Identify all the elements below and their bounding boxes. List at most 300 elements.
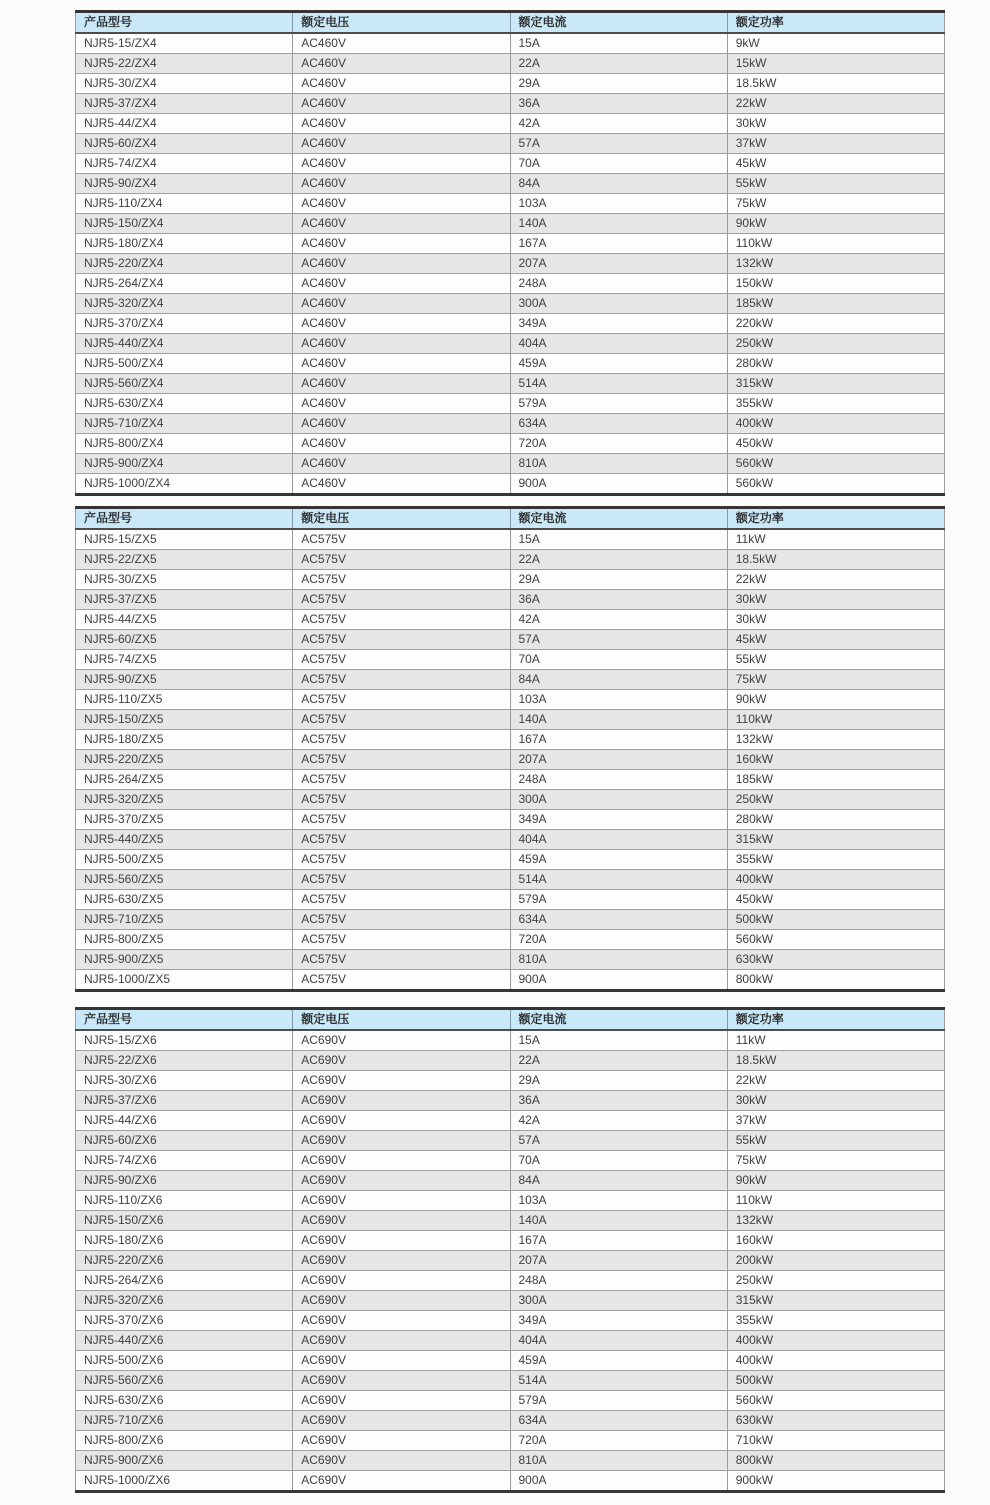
model-cell: NJR5-74/ZX4 [76,154,293,174]
table-row [76,1411,945,1431]
rated-power-cell: 200kW [727,1251,944,1271]
rated-current-cell: 514A [510,374,727,394]
model-cell: NJR5-44/ZX4 [76,114,293,134]
rated-current-cell: 84A [510,1171,727,1191]
rated-current-cell: 579A [510,890,727,910]
model-cell: NJR5-74/ZX5 [76,650,293,670]
table-row [76,1311,945,1331]
rated-current-cell: 70A [510,154,727,174]
rated-current-cell: 22A [510,54,727,74]
rated-current-cell: 248A [510,1271,727,1291]
rated-power-cell: 55kW [727,1131,944,1151]
rated-power-cell: 30kW [727,610,944,630]
rated-voltage-cell: AC460V [293,234,510,254]
rated-power-cell: 11kW [727,1030,944,1051]
rated-voltage-cell: AC460V [293,154,510,174]
rated-current-cell: 57A [510,1131,727,1151]
model-cell: NJR5-320/ZX5 [76,790,293,810]
rated-current-cell: 514A [510,870,727,890]
model-cell: NJR5-370/ZX5 [76,810,293,830]
spec-table-zx6 [75,1007,945,1493]
rated-power-cell: 132kW [727,730,944,750]
rated-voltage-cell: AC690V [293,1471,510,1492]
model-cell: NJR5-60/ZX6 [76,1131,293,1151]
rated-current-cell: 720A [510,434,727,454]
table-row [76,1291,945,1311]
model-cell: NJR5-560/ZX5 [76,870,293,890]
model-cell: NJR5-44/ZX5 [76,610,293,630]
rated-voltage-cell: AC460V [293,33,510,54]
rated-power-cell: 315kW [727,830,944,850]
model-cell: NJR5-800/ZX5 [76,930,293,950]
table-row [76,1451,945,1471]
table-row [76,1271,945,1291]
model-cell: NJR5-800/ZX4 [76,434,293,454]
rated-power-cell: 800kW [727,970,944,991]
column-header-rated-power: 额定功率 [727,508,944,530]
rated-voltage-cell: AC575V [293,850,510,870]
table-row [76,1431,945,1451]
model-cell: NJR5-370/ZX4 [76,314,293,334]
table-row [76,1391,945,1411]
rated-power-cell: 90kW [727,1171,944,1191]
model-cell: NJR5-1000/ZX5 [76,970,293,991]
rated-power-cell: 560kW [727,930,944,950]
table-row [76,1171,945,1191]
rated-current-cell: 207A [510,1251,727,1271]
rated-power-cell: 355kW [727,1311,944,1331]
table-row [76,1191,945,1211]
model-cell: NJR5-264/ZX5 [76,770,293,790]
rated-current-cell: 810A [510,950,727,970]
rated-current-cell: 103A [510,690,727,710]
table-row [76,174,945,194]
rated-power-cell: 15kW [727,54,944,74]
rated-current-cell: 634A [510,414,727,434]
model-cell: NJR5-90/ZX5 [76,670,293,690]
rated-power-cell: 400kW [727,1351,944,1371]
table-row [76,529,945,550]
model-cell: NJR5-560/ZX4 [76,374,293,394]
rated-current-cell: 22A [510,550,727,570]
model-cell: NJR5-15/ZX4 [76,33,293,54]
rated-power-cell: 185kW [727,294,944,314]
model-cell: NJR5-370/ZX6 [76,1311,293,1331]
rated-current-cell: 404A [510,1331,727,1351]
rated-voltage-cell: AC690V [293,1371,510,1391]
model-cell: NJR5-440/ZX4 [76,334,293,354]
column-header-rated-voltage: 额定电压 [293,12,510,34]
table-row [76,274,945,294]
rated-current-cell: 207A [510,254,727,274]
table-row [76,770,945,790]
table-row [76,590,945,610]
rated-voltage-cell: AC690V [293,1451,510,1471]
rated-voltage-cell: AC690V [293,1111,510,1131]
rated-power-cell: 22kW [727,94,944,114]
rated-voltage-cell: AC460V [293,354,510,374]
rated-voltage-cell: AC575V [293,790,510,810]
rated-power-cell: 55kW [727,650,944,670]
spec-table-zx5 [75,506,945,992]
rated-voltage-cell: AC460V [293,414,510,434]
rated-voltage-cell: AC690V [293,1391,510,1411]
table-row [76,134,945,154]
rated-current-cell: 57A [510,134,727,154]
model-cell: NJR5-320/ZX4 [76,294,293,314]
rated-current-cell: 36A [510,590,727,610]
table-row [76,214,945,234]
table-row [76,94,945,114]
rated-power-cell: 500kW [727,910,944,930]
model-cell: NJR5-900/ZX5 [76,950,293,970]
rated-current-cell: 15A [510,33,727,54]
rated-voltage-cell: AC460V [293,374,510,394]
rated-current-cell: 42A [510,1111,727,1131]
rated-power-cell: 45kW [727,630,944,650]
rated-power-cell: 90kW [727,690,944,710]
rated-power-cell: 630kW [727,1411,944,1431]
model-cell: NJR5-90/ZX4 [76,174,293,194]
rated-voltage-cell: AC690V [293,1291,510,1311]
rated-power-cell: 75kW [727,670,944,690]
rated-current-cell: 248A [510,770,727,790]
rated-current-cell: 84A [510,670,727,690]
rated-power-cell: 400kW [727,1331,944,1351]
model-cell: NJR5-220/ZX5 [76,750,293,770]
table-row [76,1371,945,1391]
model-cell: NJR5-150/ZX4 [76,214,293,234]
table-row [76,610,945,630]
rated-voltage-cell: AC690V [293,1251,510,1271]
rated-power-cell: 250kW [727,334,944,354]
rated-power-cell: 250kW [727,790,944,810]
rated-current-cell: 70A [510,650,727,670]
rated-current-cell: 459A [510,850,727,870]
rated-voltage-cell: AC460V [293,114,510,134]
rated-voltage-cell: AC575V [293,630,510,650]
rated-current-cell: 514A [510,1371,727,1391]
rated-current-cell: 349A [510,1311,727,1331]
model-cell: NJR5-74/ZX6 [76,1151,293,1171]
rated-current-cell: 207A [510,750,727,770]
rated-current-cell: 42A [510,610,727,630]
table-row [76,354,945,374]
rated-current-cell: 22A [510,1051,727,1071]
rated-current-cell: 579A [510,1391,727,1411]
rated-voltage-cell: AC460V [293,314,510,334]
model-cell: NJR5-1000/ZX6 [76,1471,293,1492]
table-row [76,1251,945,1271]
rated-voltage-cell: AC690V [293,1151,510,1171]
rated-power-cell: 160kW [727,750,944,770]
rated-current-cell: 167A [510,730,727,750]
rated-voltage-cell: AC690V [293,1311,510,1331]
model-cell: NJR5-630/ZX4 [76,394,293,414]
rated-voltage-cell: AC460V [293,294,510,314]
rated-voltage-cell: AC575V [293,910,510,930]
table-row [76,890,945,910]
model-cell: NJR5-15/ZX6 [76,1030,293,1051]
rated-voltage-cell: AC690V [293,1171,510,1191]
rated-current-cell: 29A [510,570,727,590]
model-cell: NJR5-440/ZX6 [76,1331,293,1351]
rated-current-cell: 42A [510,114,727,134]
rated-power-cell: 132kW [727,254,944,274]
table-row [76,1331,945,1351]
rated-voltage-cell: AC460V [293,454,510,474]
rated-voltage-cell: AC575V [293,970,510,991]
model-cell: NJR5-710/ZX5 [76,910,293,930]
rated-power-cell: 18.5kW [727,74,944,94]
rated-current-cell: 140A [510,710,727,730]
rated-voltage-cell: AC690V [293,1071,510,1091]
model-cell: NJR5-900/ZX4 [76,454,293,474]
rated-current-cell: 103A [510,1191,727,1211]
table-row [76,474,945,495]
model-cell: NJR5-500/ZX4 [76,354,293,374]
model-cell: NJR5-800/ZX6 [76,1431,293,1451]
rated-voltage-cell: AC460V [293,214,510,234]
model-cell: NJR5-710/ZX4 [76,414,293,434]
rated-power-cell: 30kW [727,114,944,134]
rated-voltage-cell: AC575V [293,670,510,690]
rated-power-cell: 75kW [727,194,944,214]
model-cell: NJR5-37/ZX4 [76,94,293,114]
table-row [76,670,945,690]
column-header-rated-voltage: 额定电压 [293,1009,510,1031]
model-cell: NJR5-500/ZX5 [76,850,293,870]
rated-current-cell: 579A [510,394,727,414]
model-cell: NJR5-60/ZX4 [76,134,293,154]
table-row [76,74,945,94]
rated-voltage-cell: AC460V [293,94,510,114]
table-row [76,870,945,890]
spec-table-zx4 [75,10,945,496]
table-row [76,414,945,434]
model-cell: NJR5-440/ZX5 [76,830,293,850]
rated-power-cell: 160kW [727,1231,944,1251]
column-header-rated-power: 额定功率 [727,12,944,34]
rated-voltage-cell: AC690V [293,1191,510,1211]
model-cell: NJR5-180/ZX6 [76,1231,293,1251]
rated-power-cell: 560kW [727,474,944,495]
table-row [76,630,945,650]
header-row [76,1009,945,1031]
rated-current-cell: 720A [510,1431,727,1451]
rated-voltage-cell: AC575V [293,550,510,570]
rated-current-cell: 36A [510,94,727,114]
table-row [76,374,945,394]
table-row [76,910,945,930]
model-cell: NJR5-60/ZX5 [76,630,293,650]
model-cell: NJR5-220/ZX4 [76,254,293,274]
rated-current-cell: 300A [510,1291,727,1311]
rated-current-cell: 634A [510,910,727,930]
rated-voltage-cell: AC460V [293,254,510,274]
rated-voltage-cell: AC690V [293,1030,510,1051]
rated-voltage-cell: AC575V [293,930,510,950]
table-row [76,1211,945,1231]
model-cell: NJR5-630/ZX5 [76,890,293,910]
rated-current-cell: 810A [510,1451,727,1471]
model-cell: NJR5-180/ZX5 [76,730,293,750]
rated-voltage-cell: AC460V [293,174,510,194]
rated-voltage-cell: AC575V [293,730,510,750]
rated-power-cell: 280kW [727,354,944,374]
rated-power-cell: 110kW [727,1191,944,1211]
rated-current-cell: 404A [510,830,727,850]
rated-power-cell: 400kW [727,414,944,434]
rated-current-cell: 900A [510,1471,727,1492]
table-row [76,1471,945,1492]
rated-voltage-cell: AC690V [293,1091,510,1111]
rated-power-cell: 800kW [727,1451,944,1471]
rated-voltage-cell: AC575V [293,690,510,710]
rated-current-cell: 140A [510,1211,727,1231]
rated-current-cell: 900A [510,970,727,991]
column-header-model: 产品型号 [76,1009,293,1031]
rated-power-cell: 110kW [727,710,944,730]
rated-power-cell: 450kW [727,890,944,910]
table-row [76,154,945,174]
table-row [76,254,945,274]
table-row [76,314,945,334]
rated-current-cell: 900A [510,474,727,495]
model-cell: NJR5-30/ZX5 [76,570,293,590]
rated-voltage-cell: AC460V [293,394,510,414]
table-row [76,850,945,870]
rated-current-cell: 300A [510,294,727,314]
model-cell: NJR5-320/ZX6 [76,1291,293,1311]
rated-current-cell: 720A [510,930,727,950]
rated-voltage-cell: AC460V [293,274,510,294]
model-cell: NJR5-180/ZX4 [76,234,293,254]
rated-current-cell: 349A [510,810,727,830]
rated-power-cell: 90kW [727,214,944,234]
model-cell: NJR5-264/ZX6 [76,1271,293,1291]
rated-power-cell: 30kW [727,1091,944,1111]
model-cell: NJR5-30/ZX6 [76,1071,293,1091]
rated-power-cell: 630kW [727,950,944,970]
rated-power-cell: 22kW [727,570,944,590]
table-row [76,1071,945,1091]
model-cell: NJR5-264/ZX4 [76,274,293,294]
model-cell: NJR5-900/ZX6 [76,1451,293,1471]
rated-voltage-cell: AC690V [293,1351,510,1371]
rated-power-cell: 150kW [727,274,944,294]
rated-power-cell: 280kW [727,810,944,830]
rated-voltage-cell: AC690V [293,1231,510,1251]
model-cell: NJR5-22/ZX6 [76,1051,293,1071]
model-cell: NJR5-150/ZX6 [76,1211,293,1231]
rated-power-cell: 110kW [727,234,944,254]
rated-voltage-cell: AC690V [293,1331,510,1351]
rated-voltage-cell: AC575V [293,650,510,670]
table-row [76,1151,945,1171]
rated-voltage-cell: AC575V [293,890,510,910]
rated-voltage-cell: AC575V [293,830,510,850]
header-row [76,12,945,34]
table-row [76,1091,945,1111]
rated-power-cell: 315kW [727,374,944,394]
rated-voltage-cell: AC575V [293,770,510,790]
rated-voltage-cell: AC690V [293,1131,510,1151]
table-row [76,550,945,570]
rated-power-cell: 9kW [727,33,944,54]
table-row [76,650,945,670]
rated-voltage-cell: AC575V [293,750,510,770]
model-cell: NJR5-90/ZX6 [76,1171,293,1191]
rated-current-cell: 167A [510,1231,727,1251]
table-row [76,750,945,770]
rated-current-cell: 29A [510,1071,727,1091]
table-row [76,830,945,850]
model-cell: NJR5-22/ZX5 [76,550,293,570]
rated-current-cell: 15A [510,529,727,550]
model-cell: NJR5-500/ZX6 [76,1351,293,1371]
rated-power-cell: 900kW [727,1471,944,1492]
table-row [76,1131,945,1151]
rated-voltage-cell: AC575V [293,870,510,890]
rated-power-cell: 18.5kW [727,1051,944,1071]
rated-power-cell: 55kW [727,174,944,194]
table-row [76,1051,945,1071]
rated-current-cell: 810A [510,454,727,474]
model-cell: NJR5-30/ZX4 [76,74,293,94]
rated-voltage-cell: AC690V [293,1411,510,1431]
rated-current-cell: 15A [510,1030,727,1051]
rated-current-cell: 300A [510,790,727,810]
table-row [76,114,945,134]
column-header-rated-voltage: 额定电压 [293,508,510,530]
rated-voltage-cell: AC460V [293,134,510,154]
rated-power-cell: 37kW [727,134,944,154]
model-cell: NJR5-44/ZX6 [76,1111,293,1131]
table-row [76,730,945,750]
table-row [76,1111,945,1131]
rated-power-cell: 18.5kW [727,550,944,570]
table-row [76,1030,945,1051]
rated-voltage-cell: AC690V [293,1431,510,1451]
rated-voltage-cell: AC460V [293,74,510,94]
rated-power-cell: 45kW [727,154,944,174]
rated-power-cell: 400kW [727,870,944,890]
table-row [76,930,945,950]
model-cell: NJR5-22/ZX4 [76,54,293,74]
model-cell: NJR5-110/ZX4 [76,194,293,214]
rated-power-cell: 185kW [727,770,944,790]
rated-power-cell: 30kW [727,590,944,610]
model-cell: NJR5-110/ZX5 [76,690,293,710]
rated-power-cell: 37kW [727,1111,944,1131]
rated-power-cell: 220kW [727,314,944,334]
rated-voltage-cell: AC575V [293,570,510,590]
rated-current-cell: 248A [510,274,727,294]
rated-power-cell: 560kW [727,1391,944,1411]
rated-current-cell: 29A [510,74,727,94]
rated-power-cell: 132kW [727,1211,944,1231]
rated-power-cell: 355kW [727,850,944,870]
rated-power-cell: 355kW [727,394,944,414]
table-row [76,970,945,991]
table-row [76,294,945,314]
rated-current-cell: 84A [510,174,727,194]
rated-power-cell: 315kW [727,1291,944,1311]
model-cell: NJR5-15/ZX5 [76,529,293,550]
rated-voltage-cell: AC575V [293,710,510,730]
rated-current-cell: 103A [510,194,727,214]
